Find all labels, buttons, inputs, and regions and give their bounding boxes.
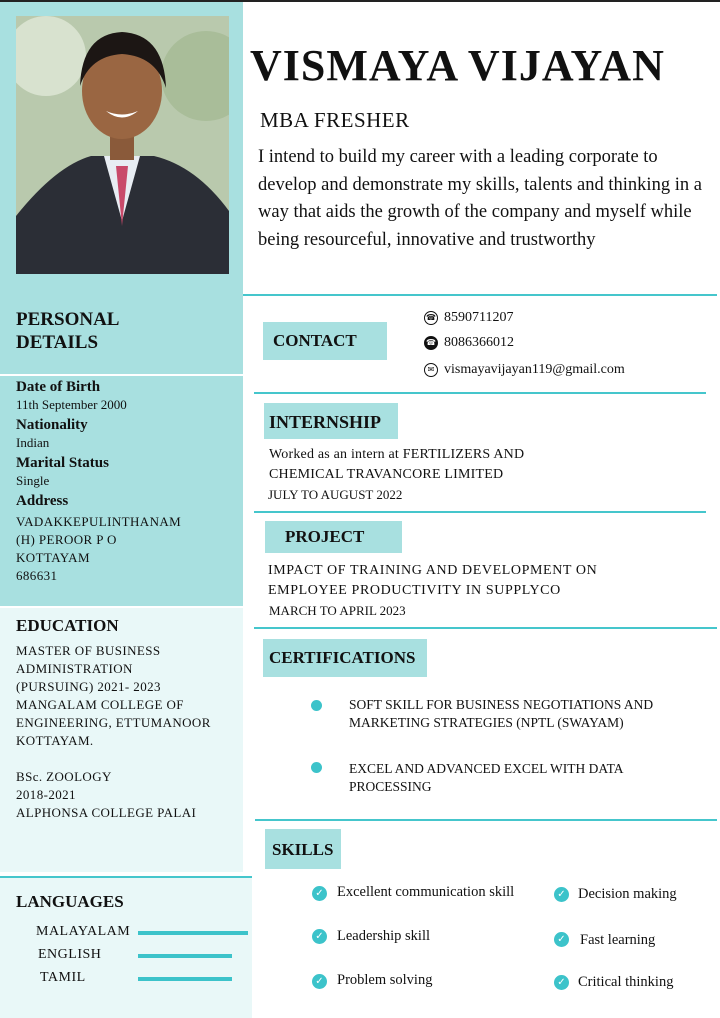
divider bbox=[254, 392, 706, 394]
contact-whatsapp-row bbox=[424, 335, 514, 351]
certifications-heading: CERTIFICATIONS bbox=[263, 639, 427, 677]
internship-details bbox=[269, 445, 689, 485]
certification-item bbox=[349, 760, 709, 796]
project-line: IMPACT OF TRAINING AND DEVELOPMENT ON bbox=[268, 563, 598, 578]
skill-item: Decision making bbox=[578, 886, 677, 902]
education-line: (PURSUING) 2021- 2023 bbox=[16, 679, 161, 694]
address-value bbox=[16, 513, 236, 585]
bullet-dot-icon bbox=[311, 762, 322, 773]
education-entry-bsc bbox=[16, 768, 241, 822]
check-circle-icon: ✓ bbox=[312, 929, 327, 944]
language-name: ENGLISH bbox=[38, 947, 102, 962]
language-name: TAMIL bbox=[40, 970, 86, 985]
skill-item: Leadership skill bbox=[337, 928, 431, 944]
languages-panel bbox=[0, 876, 252, 1018]
education-line: MANGALAM COLLEGE OF bbox=[16, 697, 184, 712]
education-line: BSc. ZOOLOGY bbox=[16, 769, 112, 784]
education-line: KOTTAYAM. bbox=[16, 733, 94, 748]
education-line: ADMINISTRATION bbox=[16, 661, 133, 676]
contact-email-row bbox=[424, 362, 625, 378]
internship-line: Worked as an intern at FERTILIZERS AND bbox=[269, 447, 525, 462]
whatsapp-number[interactable]: 8086366012 bbox=[444, 335, 514, 350]
project-period: MARCH TO APRIL 2023 bbox=[269, 603, 406, 618]
personal-details-heading bbox=[16, 308, 119, 354]
check-circle-icon: ✓ bbox=[312, 974, 327, 989]
address-line: 686631 bbox=[16, 568, 58, 583]
certification-line: EXCEL AND ADVANCED EXCEL WITH DATA bbox=[349, 761, 624, 776]
language-level-bar bbox=[138, 954, 232, 958]
divider bbox=[243, 294, 717, 296]
bullet-dot-icon bbox=[311, 700, 322, 711]
project-heading: PROJECT bbox=[265, 521, 402, 553]
project-details bbox=[268, 561, 708, 601]
check-circle-icon: ✓ bbox=[554, 932, 569, 947]
dob-value: 11th September 2000 bbox=[16, 397, 127, 412]
profile-photo-illustration bbox=[16, 16, 229, 274]
certification-line: PROCESSING bbox=[349, 779, 432, 794]
personal-details-heading-line2: DETAILS bbox=[16, 332, 99, 353]
check-circle-icon: ✓ bbox=[554, 887, 569, 902]
marital-status-label: Marital Status bbox=[16, 455, 109, 471]
contact-phone-row bbox=[424, 310, 513, 326]
dob-label: Date of Birth bbox=[16, 379, 101, 395]
candidate-name: VISMAYA VIJAYAN bbox=[250, 41, 665, 90]
check-circle-icon: ✓ bbox=[554, 975, 569, 990]
language-level-bar bbox=[138, 931, 248, 935]
language-level-bar bbox=[138, 977, 232, 981]
education-line: MASTER OF BUSINESS bbox=[16, 643, 161, 658]
phone-number[interactable]: 8590711207 bbox=[444, 310, 514, 325]
check-circle-icon: ✓ bbox=[312, 886, 327, 901]
email-icon: ✉ bbox=[424, 363, 438, 377]
divider bbox=[255, 819, 717, 821]
address-label: Address bbox=[16, 493, 69, 509]
education-line: ALPHONSA COLLEGE PALAI bbox=[16, 805, 197, 820]
internship-heading: INTERNSHIP bbox=[264, 403, 398, 439]
top-border bbox=[243, 0, 720, 2]
education-line: ENGINEERING, ETTUMANOOR bbox=[16, 715, 211, 730]
email-address[interactable]: vismayavijayan119@gmail.com bbox=[444, 362, 625, 377]
education-line: 2018-2021 bbox=[16, 787, 76, 802]
skill-item: Problem solving bbox=[337, 972, 433, 988]
address-line: VADAKKEPULINTHANAM bbox=[16, 514, 182, 529]
personal-details-panel bbox=[0, 376, 243, 606]
skill-item: Excellent communication skill bbox=[337, 884, 515, 900]
education-heading: EDUCATION bbox=[16, 616, 119, 635]
education-panel bbox=[0, 608, 243, 872]
languages-heading: LANGUAGES bbox=[16, 892, 124, 911]
marital-status-value: Single bbox=[16, 473, 50, 488]
internship-line: CHEMICAL TRAVANCORE LIMITED bbox=[269, 467, 504, 482]
skill-item: Critical thinking bbox=[578, 974, 674, 990]
certification-line: MARKETING STRATEGIES (NPTL (SWAYAM) bbox=[349, 715, 624, 730]
contact-heading: CONTACT bbox=[263, 322, 387, 360]
career-objective: I intend to build my career with a leading corporate to develop and demonstrate my skills, talents and thinking in a way that aids the growth of the company and myself while being resourceful, innovative and trustworthy bbox=[258, 147, 702, 250]
whatsapp-icon: ☎ bbox=[424, 336, 438, 350]
address-line: KOTTAYAM bbox=[16, 550, 90, 565]
nationality-label: Nationality bbox=[16, 417, 88, 433]
personal-details-heading-box bbox=[0, 296, 243, 374]
personal-details-heading-line1: PERSONAL bbox=[16, 309, 120, 330]
certification-item bbox=[349, 696, 709, 732]
education-entry-mba bbox=[16, 642, 241, 750]
profile-photo bbox=[16, 16, 229, 274]
divider bbox=[254, 627, 717, 629]
skill-item: Fast learning bbox=[580, 932, 656, 948]
candidate-role: MBA FRESHER bbox=[260, 108, 410, 132]
address-line: (H) PEROOR P O bbox=[16, 532, 117, 547]
skills-heading: SKILLS bbox=[265, 829, 341, 869]
internship-period: JULY TO AUGUST 2022 bbox=[268, 487, 403, 502]
language-name: MALAYALAM bbox=[36, 924, 131, 939]
project-line: EMPLOYEE PRODUCTIVITY IN SUPPLYCO bbox=[268, 583, 561, 598]
certification-line: SOFT SKILL FOR BUSINESS NEGOTIATIONS AND bbox=[349, 697, 654, 712]
phone-icon: ☎ bbox=[424, 311, 438, 325]
nationality-value: Indian bbox=[16, 435, 50, 450]
divider bbox=[254, 511, 706, 513]
